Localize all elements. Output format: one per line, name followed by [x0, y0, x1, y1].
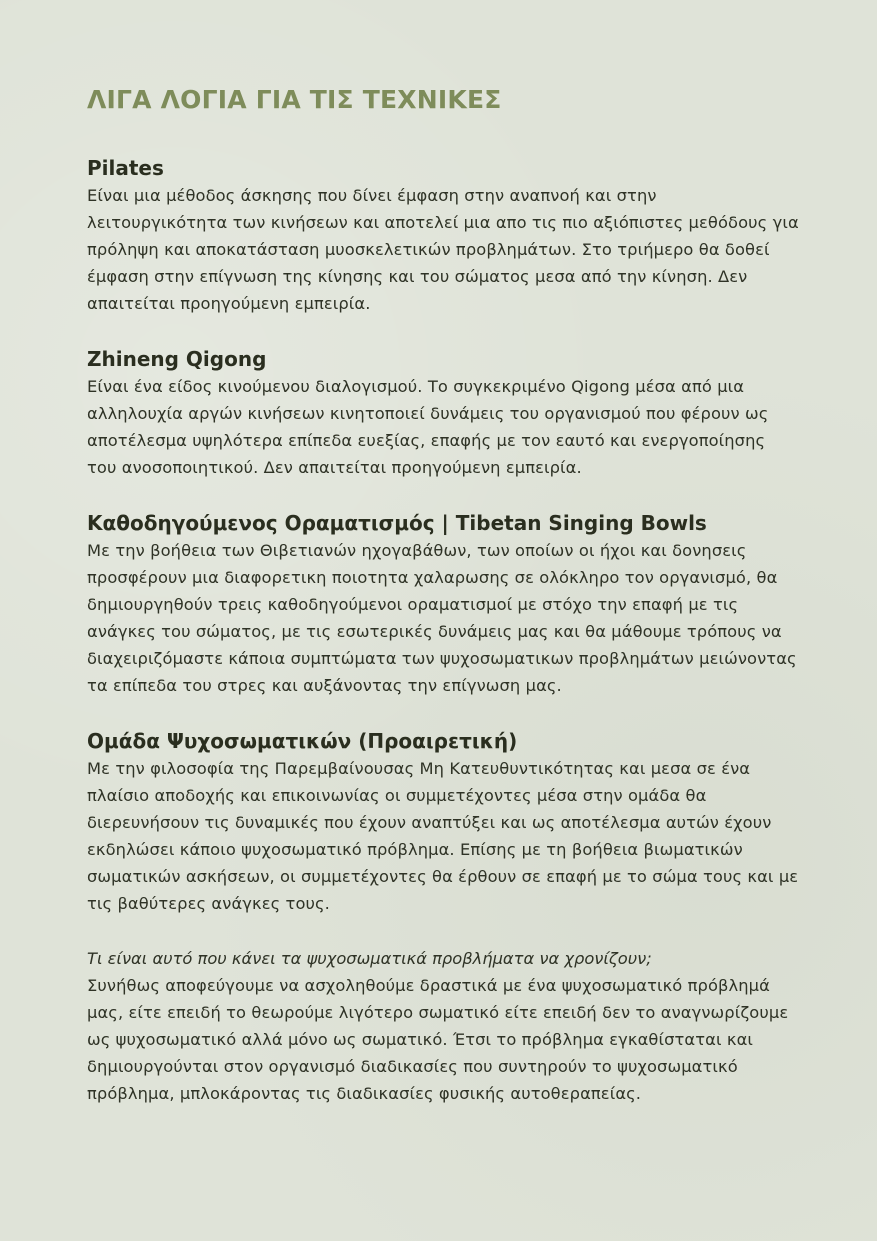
section-body: Είναι ένα είδος κινούμενου διαλογισμού. Το συγκεκριμένο Qigong μέσα από μια αλληλουχία αργών κινήσεων κινητοποιεί δυνάμεις του οργανισμού που φέρουν ως αποτέλεσμα υψηλότερα επίπεδα ευεξίας, επαφής με τον εαυτό και ενεργοποίησης του ανοσοποιητικού. Δεν απαιτείται προηγούμενη εμπειρία. [87, 377, 769, 477]
page-title: ΛΙΓΑ ΛΟΓΙΑ ΓΙΑ ΤΙΣ ΤΕΧΝΙΚΕΣ [87, 85, 502, 114]
closing-body: Συνήθως αποφεύγουμε να ασχοληθούμε δραστικά με ένα ψυχοσωματικό πρόβλημά μας, είτε επειδή το θεωρούμε λιγότερο σωματικό είτε επειδή δεν το αναγνωρίζουμε ως ψυχοσωματικό αλλά μόνο ως σωματικό. Έτσι το πρόβλημα εγκαθίσταται και δημιουργούνται στον οργανισμό διαδικασίες που συντηρούν το ψυχοσωματικό πρόβλημα, μπλοκάροντας τις διαδικασίες φυσικής αυτοθεραπείας. [87, 976, 789, 1103]
section-pilates [87, 154, 799, 317]
section-heading: Ομάδα Ψυχοσωματικών (Προαιρετική) [87, 729, 518, 753]
section-visualization [87, 509, 799, 699]
document-page [87, 84, 799, 1135]
section-psychosomatic-group [87, 727, 799, 917]
section-heading: Pilates [87, 156, 164, 180]
closing-question: Τι είναι αυτό που κάνει τα ψυχοσωματικά προβλήματα να χρονίζουν; [87, 949, 652, 968]
section-qigong [87, 345, 799, 481]
section-heading: Καθοδηγούμενος Οραματισμός | Tibetan Singing Bowls [87, 511, 707, 535]
section-body: Με την βοήθεια των Θιβετιανών ηχογαβάθων, των οποίων οι ήχοι και δονησεις προσφέρουν μια διαφορετικη ποιοτητα χαλαρωσης σε ολόκληρο τον οργανισμό, θα δημιουργηθούν τρεις καθοδηγούμενοι οραματισμοί με στόχο την επαφή με τις ανάγκες του σώματος, με τις εσωτερικές δυνάμεις μας και θα μάθουμε τρόπους να διαχειριζόμαστε κάποια συμπτώματα των ψυχοσωματικων προβλημάτων μειώνοντας τα επίπεδα του στρες και αυξάνοντας την επίγνωση μας. [87, 541, 797, 695]
closing-section [87, 945, 799, 1107]
section-body: Είναι μια μέθοδος άσκησης που δίνει έμφαση στην αναπνοή και στην λειτουργικότητα των κινήσεων και αποτελεί μια απο τις πιο αξιόπιστες μεθόδους για πρόληψη και αποκατάσταση μυοσκελετικών προβλημάτων. Στο τριήμερο θα δοθεί έμφαση στην επίγνωση της κίνησης και του σώματος μεσα από την κίνηση. Δεν απαιτείται προηγούμενη εμπειρία. [87, 186, 799, 313]
section-heading: Zhineng Qigong [87, 347, 267, 371]
section-body: Με την φιλοσοφία της Παρεμβαίνουσας Μη Κατευθυντικότητας και μεσα σε ένα πλαίσιο αποδοχής και επικοινωνίας οι συμμετέχοντες μέσα στην ομάδα θα διερευνήσουν τις δυναμικές που έχουν αναπτύξει και ως αποτέλεσμα αυτών έχουν εκδηλώσει κάποιο ψυχοσωματικό πρόβλημα. Επίσης με τη βοήθεια βιωματικών σωματικών ασκήσεων, οι συμμετέχοντες θα έρθουν σε επαφή με το σώμα τους και με τις βαθύτερες ανάγκες τους. [87, 759, 799, 913]
